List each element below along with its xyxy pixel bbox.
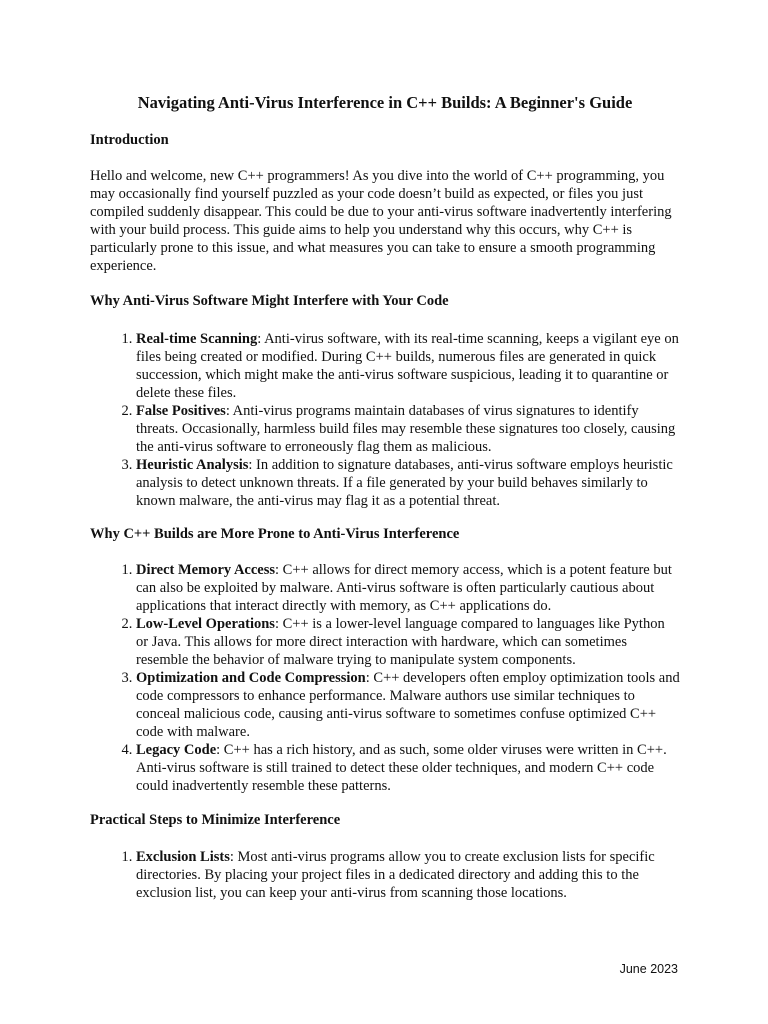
- document-title: Navigating Anti-Virus Interference in C++ Builds: A Beginner's Guide: [137, 93, 633, 112]
- intro-paragraph: Hello and welcome, new C++ programmers! As you dive into the world of C++ programming, you may occasionally find yourself puzzled as your code doesn’t build as expected, or files you just compiled suddenly disappear. This could be due to your anti-virus software inadvertently interfering with your build process. This guide aims to help you understand why this occurs, why C++ is particularly prone to this issue, and what measures you can take to ensure a smooth programming experience.: [90, 168, 672, 274]
- list-item-term: Exclusion Lists: [136, 849, 230, 865]
- list-item: [136, 615, 680, 669]
- list-item-term: Low-Level Operations: [136, 616, 275, 632]
- list-item-term: Direct Memory Access: [136, 562, 276, 578]
- section-heading-why-interfere: Why Anti-Virus Software Might Interfere with Your Code: [90, 293, 449, 309]
- list-item-text: : C++ allows for direct memory access, which is a potent feature but can also be exploited by malware. Anti-virus software is often particularly cautious about applications that interact directly with memory, as C++ applications do.: [136, 562, 672, 614]
- list-item-text: : Anti-virus programs maintain databases of virus signatures to identify threats. Occasionally, harmless build files may resemble these signatures too closely, causing the anti-virus software to erroneously flag them as malicious.: [136, 403, 676, 455]
- list-item-term: Heuristic Analysis: [136, 457, 249, 473]
- list-item: [136, 402, 680, 456]
- section-heading-cpp-prone: Why C++ Builds are More Prone to Anti-Virus Interference: [90, 526, 460, 542]
- list-item-term: Legacy Code: [136, 742, 217, 758]
- list-item-text: : Anti-virus software, with its real-time scanning, keeps a vigilant eye on files being created or modified. During C++ builds, numerous files are generated in quick succession, which might make the anti-virus software suspicious, leading it to quarantine or delete these files.: [136, 331, 679, 401]
- list-item-term: Optimization and Code Compression: [136, 670, 366, 686]
- list-item: [136, 456, 680, 510]
- practical-steps-list: [90, 848, 680, 902]
- footer-date: June 2023: [619, 962, 678, 976]
- list-item-text: : C++ developers often employ optimization tools and code compressors to enhance performance. Malware authors use similar techniques to conceal malicious code, causing anti-virus software to sometimes confuse optimized C++ code with malware.: [136, 670, 680, 740]
- list-item-text: : C++ has a rich history, and as such, some older viruses were written in C++. Anti-virus software is still trained to detect these older techniques, and modern C++ code could inadvertently resemble these patterns.: [136, 742, 667, 794]
- list-item-text: : Most anti-virus programs allow you to create exclusion lists for specific directories. By placing your project files in a dedicated directory and adding this to the exclusion list, you can keep your anti-virus from scanning those locations.: [136, 849, 655, 901]
- list-item: [136, 669, 680, 741]
- list-item-text: : In addition to signature databases, anti-virus software employs heuristic analysis to detect unknown threats. If a file generated by your build behaves similarly to known malware, the anti-virus may flag it as a potential threat.: [136, 457, 673, 509]
- section-heading-introduction: Introduction: [90, 132, 169, 148]
- list-item: [136, 330, 680, 402]
- cpp-prone-reasons-list: [90, 561, 680, 795]
- interference-reasons-list: [90, 330, 680, 510]
- list-item-term: False Positives: [136, 403, 226, 419]
- list-item: [136, 561, 680, 615]
- section-heading-practical-steps: Practical Steps to Minimize Interference: [90, 812, 341, 828]
- list-item: [136, 848, 680, 902]
- list-item-text: : C++ is a lower-level language compared to languages like Python or Java. This allows for more direct interaction with hardware, which can sometimes resemble the behavior of malware trying to manipulate system components.: [136, 616, 665, 668]
- list-item: [136, 741, 680, 795]
- list-item-term: Real-time Scanning: [136, 331, 258, 347]
